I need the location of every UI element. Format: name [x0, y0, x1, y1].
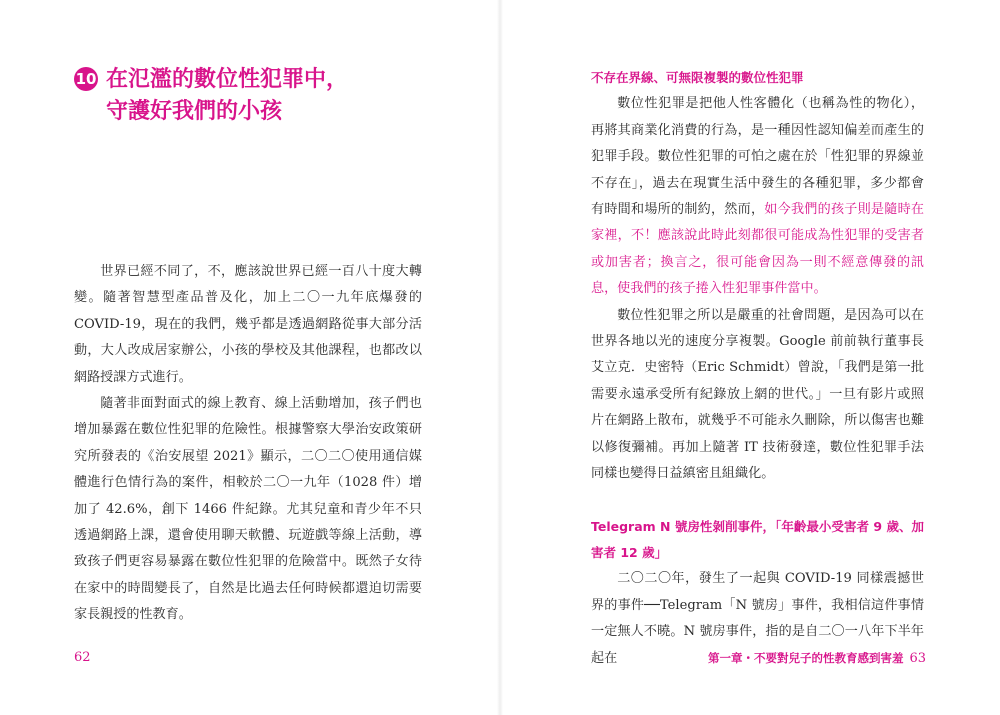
chapter-title-line-1: 在氾濫的數位性犯罪中，	[106, 67, 349, 92]
chapter-number-badge: 10	[74, 67, 98, 91]
chapter-title	[74, 64, 494, 128]
body-paragraph: 二〇二〇年，發生了一起與 COVID-19 同樣震撼世界的事件──Telegram「N 號房」事件，我相信這件事情一定無人不曉。N 號房事件，指的是自二〇一八年下半年起在	[591, 571, 924, 666]
left-body-text	[74, 259, 422, 629]
body-paragraph: 數位性犯罪之所以是嚴重的社會問題，是因為可以在世界各地以光的速度分享複製。Google 前前執行董事長艾立克．史密特（Eric Schmidt）曾說，「我們是第一批需要永遠承受所有紀錄放上網的世代。」一旦有影片或照片在網路上散布，就幾乎不可能永久刪除，所以傷害也難以修復彌補。再加上隨著 IT 技術發達，數位性犯罪手法同樣也變得日益縝密且組織化。	[591, 307, 924, 482]
section-spacer	[591, 488, 924, 514]
body-paragraph: 隨著非面對面式的線上教育、線上活動增加，孩子們也增加暴露在數位性犯罪的危險性。根據警察大學治安政策研究所發表的《治安展望 2021》顯示，二〇二〇使用通信媒體進行色情行為的案件，相較於二〇一九年（1028 件）增加了 42.6%，創下 1466 件紀錄。尤其兒童和青少年不只透過網路上課，還會使用聊天軟體、玩遊戲等線上活動，導致孩子們更容易暴露在數位性犯罪的危險當中。既然子女待在家中的時間變長了，自然是比過去任何時候都還迫切需要家長親授的性教育。	[74, 396, 422, 623]
body-text: 數位性犯罪是把他人性客體化（也稱為性的物化），再將其商業化消費的行為，是一種因性認知偏差而產生的犯罪手段。數位性犯罪的可怕之處在於「性犯罪的界線並不存在」，過去在現實生活中發生的各種犯罪，多少都會有時間和場所的制約，然而，	[591, 96, 924, 218]
highlighted-text: 如今我們的孩子則是隨時在家裡，不！應該說此時此刻都很可能成為性犯罪的受害者或加害者；換言之，很可能會因為一則不經意傳發的訊息，使我們的孩子捲入性犯罪事件當中。	[591, 202, 925, 297]
section-heading: Telegram N 號房性剝削事件，「年齡最小受害者 9 歲、加害者 12 歲」	[591, 518, 924, 560]
section-heading: 不存在界線、可無限複製的數位性犯罪	[591, 70, 804, 85]
page-number-left: 62	[74, 650, 91, 665]
right-body-text	[591, 65, 924, 672]
body-paragraph	[591, 91, 924, 302]
body-paragraph: 世界已經不同了，不，應該說世界已經一百八十度大轉變。隨著智慧型產品普及化，加上二〇一九年底爆發的COVID-19，現在的我們，幾乎都是透過網路從事大部分活動，大人改成居家辦公，小孩的學校及其他課程，也都改以網路授課方式進行。	[74, 264, 422, 385]
chapter-title-line-2: 守護好我們的小孩	[106, 99, 283, 124]
running-footer	[708, 650, 926, 666]
running-head: 第一章・不要對兒子的性教育感到害羞	[707, 651, 904, 665]
page-number-right: 63	[909, 651, 926, 666]
right-page	[500, 0, 1000, 715]
